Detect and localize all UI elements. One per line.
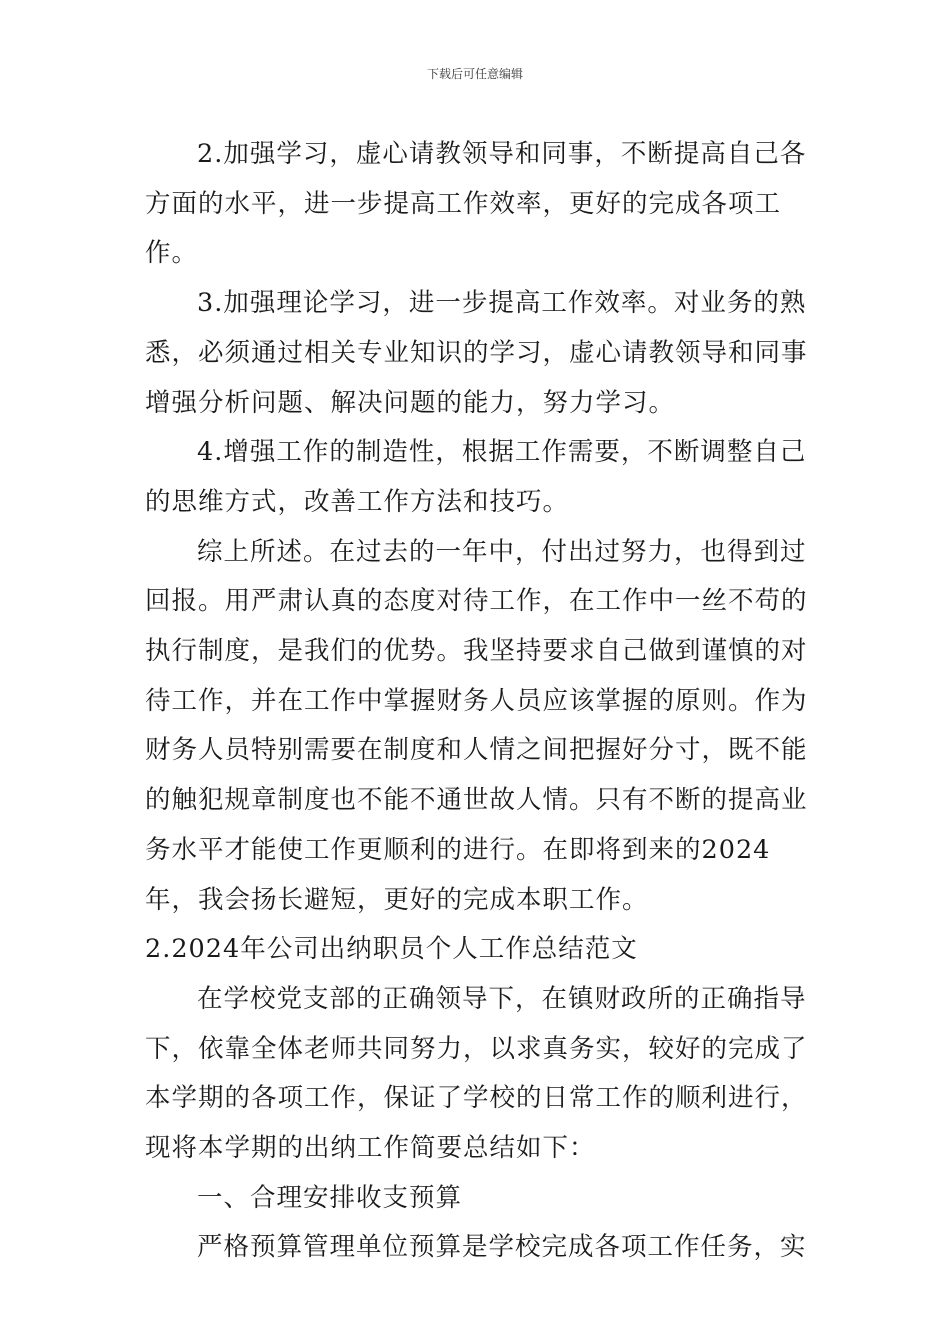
- paragraph-summary: 综上所述。在过去的一年中，付出过努力，也得到过回报。用严肃认真的态度对待工作，在工作中一丝不苟的执行制度，是我们的优势。我坚持要求自己做到谨慎的对待工作，并在工作中掌握财务人员应该掌握的原则。作为财务人员特别需要在制度和人情之间把握好分寸，既不能的触犯规章制度也不能不通世故人情。只有不断的提高业务水平才能使工作更顺利的进行。在即将到来的2024年，我会扬长避短，更好的完成本职工作。: [145, 536, 808, 915]
- document-body: [145, 130, 810, 1273]
- paragraph-budget: 严格预算管理单位预算是学校完成各项工作任务，实: [197, 1232, 807, 1263]
- paragraph-item-2: 2.加强学习，虚心请教领导和同事，不断提高自己各方面的水平，进一步提高工作效率，更好的完成各项工作。: [145, 139, 807, 269]
- page-header: 下载后可任意编辑: [426, 67, 523, 81]
- section-heading: 2.2024年公司出纳职员个人工作总结范文: [145, 934, 638, 965]
- subsection-heading: 一、合理安排收支预算: [197, 1182, 463, 1213]
- paragraph-item-3: 3.加强理论学习，进一步提高工作效率。对业务的熟悉，必须通过相关专业知识的学习，虚心请教领导和同事增强分析问题、解决问题的能力，努力学习。: [145, 288, 808, 418]
- paragraph-intro: 在学校党支部的正确领导下，在镇财政所的正确指导下，依靠全体老师共同努力，以求真务实，较好的完成了本学期的各项工作，保证了学校的日常工作的顺利进行，现将本学期的出纳工作简要总结如下：: [145, 983, 808, 1164]
- paragraph-item-4: 4.增强工作的制造性，根据工作需要，不断调整自己的思维方式，改善工作方法和技巧。: [145, 437, 807, 517]
